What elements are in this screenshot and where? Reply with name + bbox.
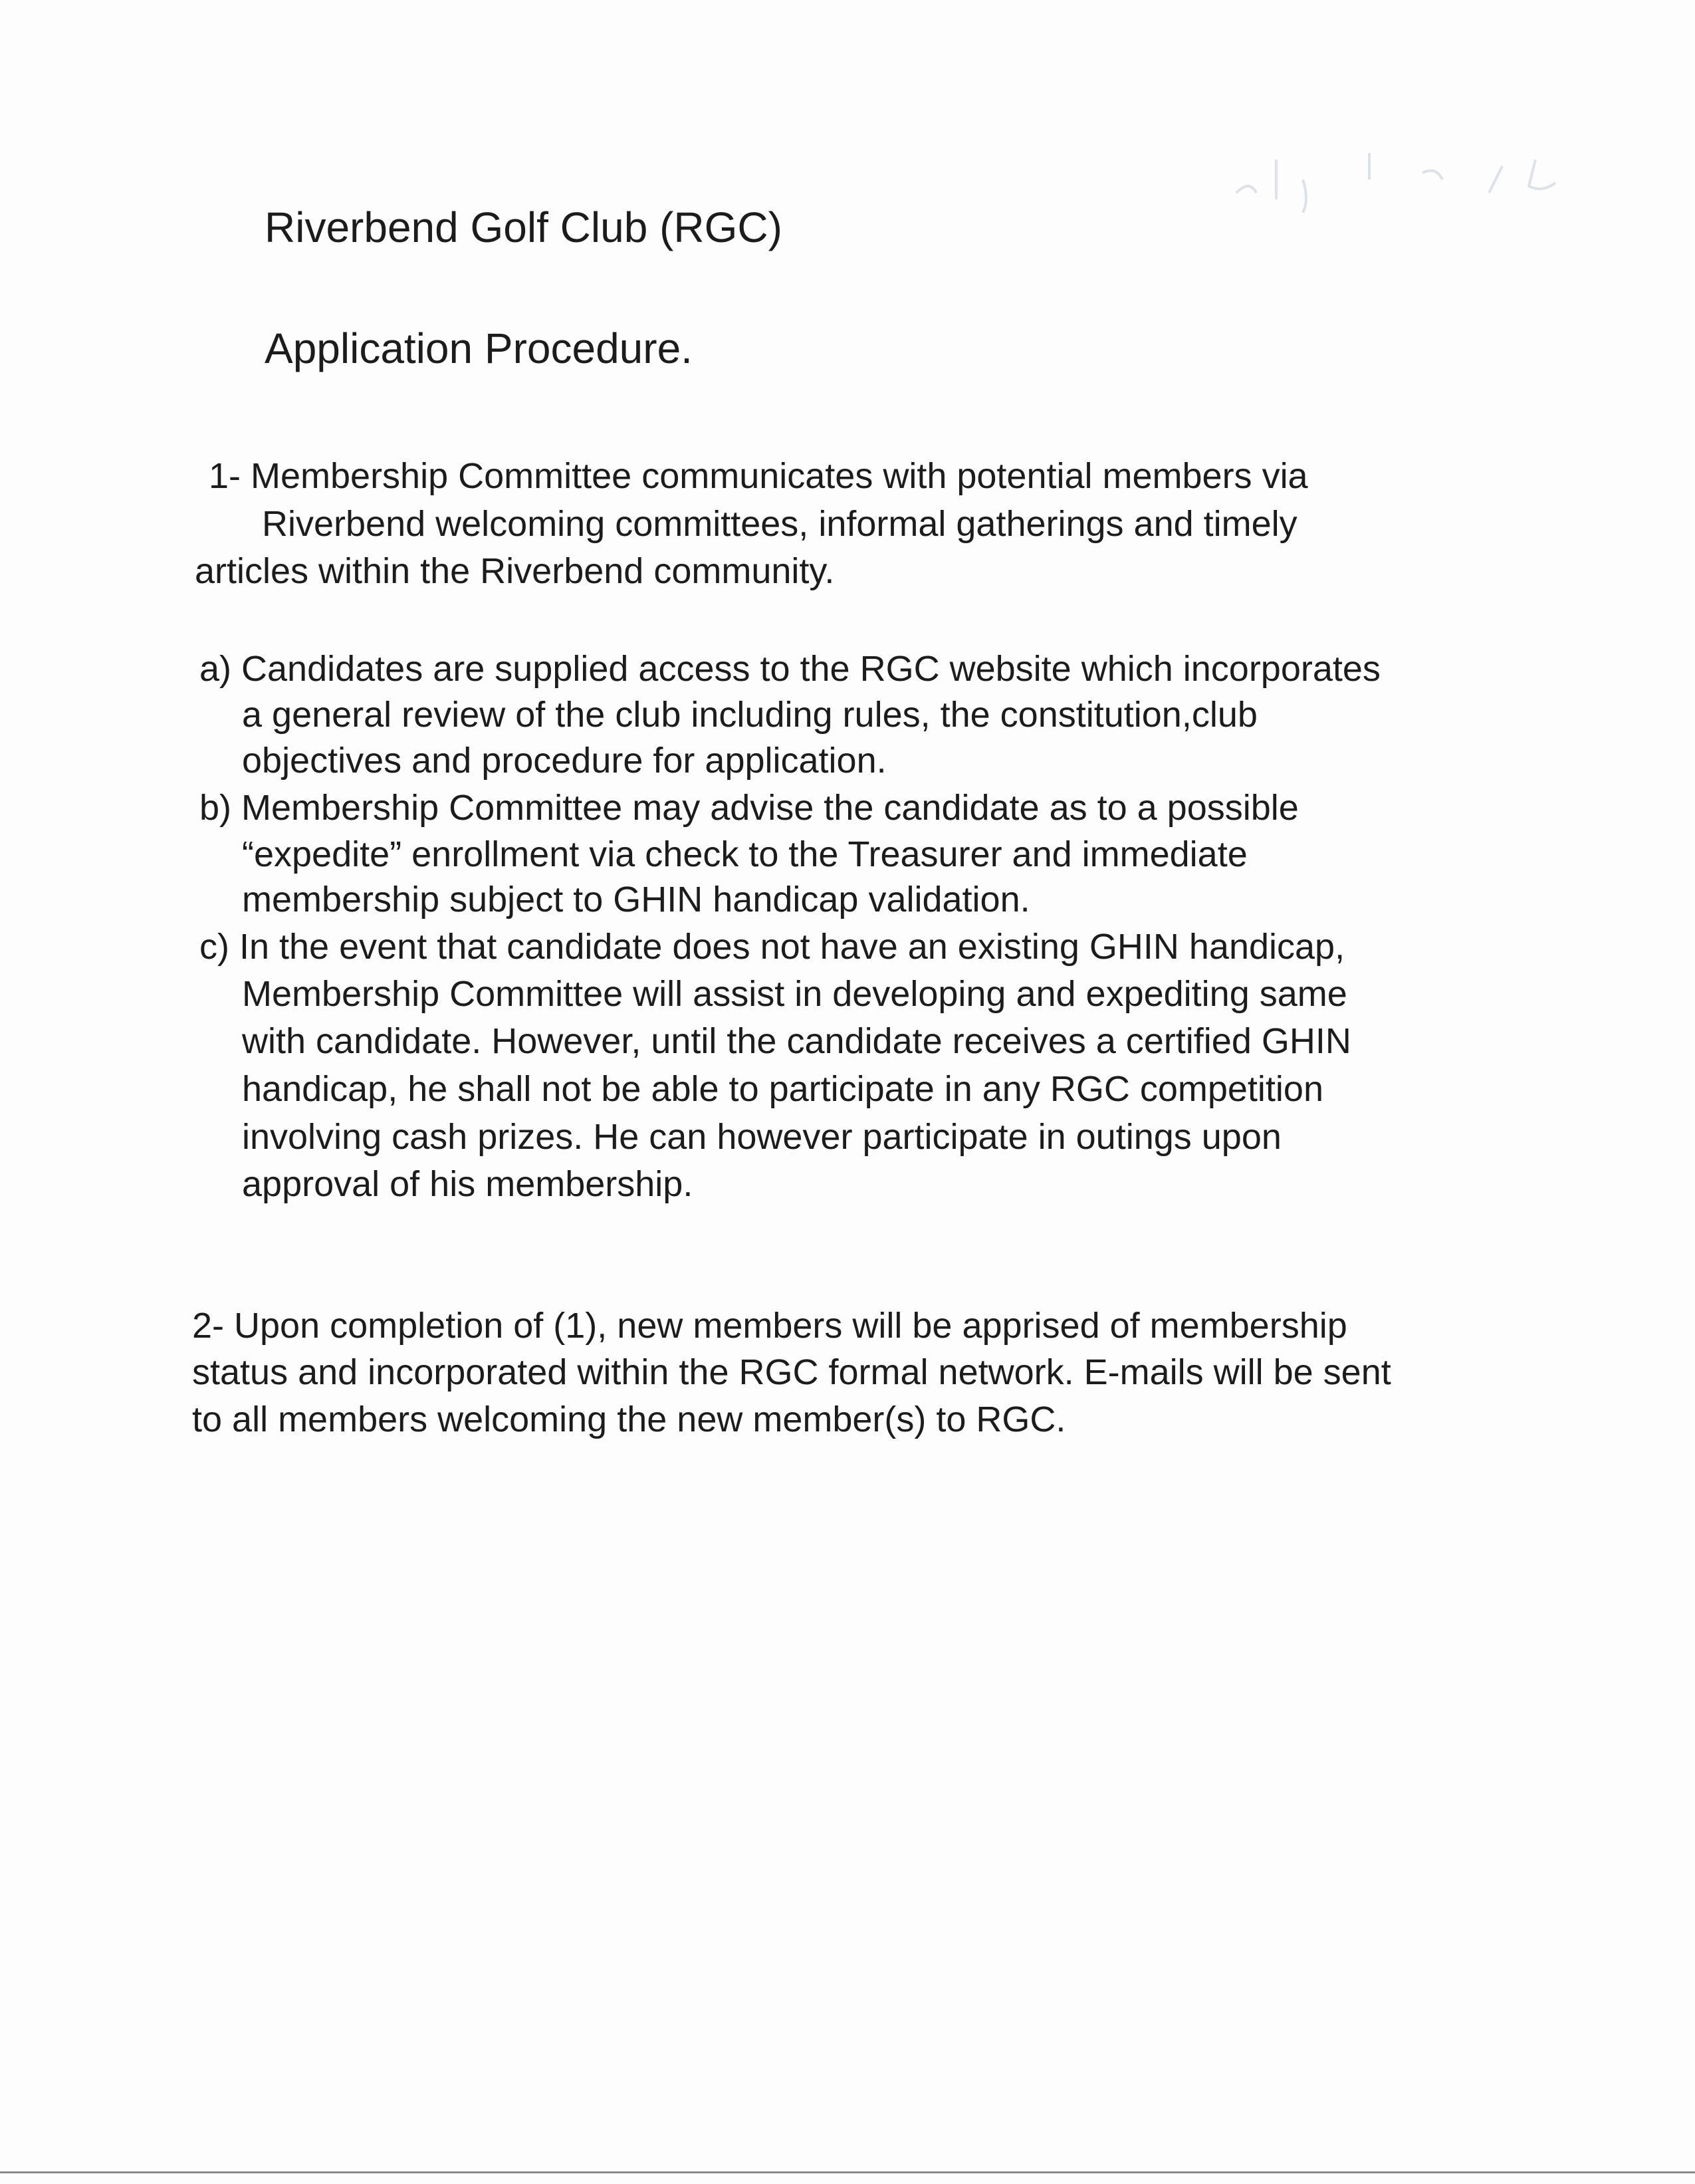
document-title: Riverbend Golf Club (RGC) bbox=[265, 203, 782, 251]
page-bottom-edge bbox=[0, 2171, 1695, 2173]
item-c-line: Membership Committee will assist in developing and expediting same bbox=[242, 974, 1347, 1014]
item-a-line: a general review of the club including rules, the constitution,club bbox=[242, 695, 1258, 735]
item-c-line: involving cash prizes. He can however participate in outings upon bbox=[242, 1117, 1282, 1157]
item-b-line: “expedite” enrollment via check to the Treasurer and immediate bbox=[242, 834, 1248, 874]
item-c-line: handicap, he shall not be able to participate in any RGC competition bbox=[242, 1069, 1323, 1109]
item-c-line: approval of his membership. bbox=[242, 1164, 693, 1204]
item-a-line: objectives and procedure for application. bbox=[242, 741, 887, 781]
item-c-line: with candidate. However, until the candidate receives a certified GHIN bbox=[242, 1021, 1351, 1061]
handwritten-annotation bbox=[1223, 146, 1595, 213]
section-2-line: status and incorporated within the RGC formal network. E-mails will be sent bbox=[192, 1352, 1391, 1392]
section-1-line: articles within the Riverbend community. bbox=[195, 551, 835, 591]
item-b-line: b) Membership Committee may advise the candidate as to a possible bbox=[199, 788, 1299, 828]
section-2-line: 2- Upon completion of (1), new members will be apprised of membership bbox=[192, 1306, 1347, 1346]
section-1-line: 1- Membership Committee communicates with potential members via bbox=[209, 456, 1308, 496]
item-a-line: a) Candidates are supplied access to the RGC website which incorporates bbox=[199, 649, 1381, 689]
item-b-line: membership subject to GHIN handicap validation. bbox=[242, 880, 1030, 919]
document-subtitle: Application Procedure. bbox=[265, 324, 693, 372]
item-c-line: c) In the event that candidate does not have an existing GHIN handicap, bbox=[199, 927, 1345, 967]
section-1-line: Riverbend welcoming committees, informal gatherings and timely bbox=[262, 504, 1298, 544]
section-2-line: to all members welcoming the new member(s) to RGC. bbox=[192, 1399, 1066, 1439]
